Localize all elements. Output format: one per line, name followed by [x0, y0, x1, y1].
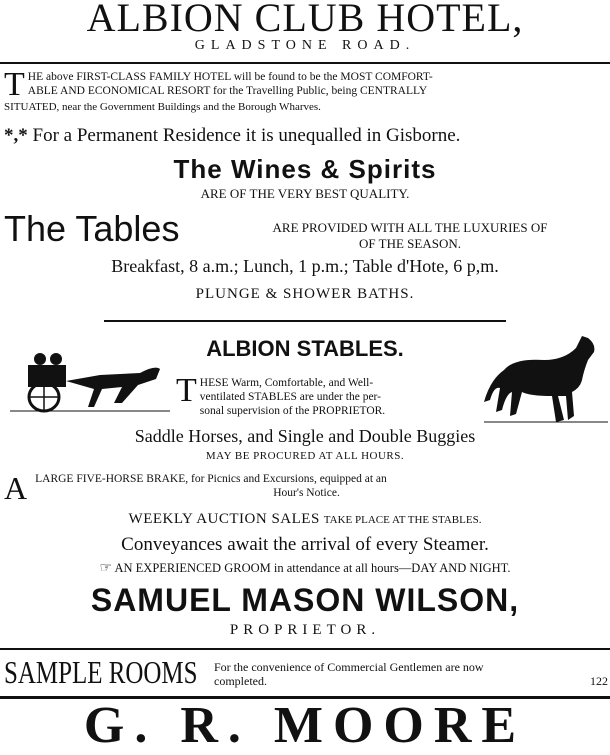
page-number: 122	[590, 674, 608, 688]
horse-illustration	[484, 330, 608, 425]
stables-description	[176, 372, 476, 418]
sample-rooms-text	[214, 660, 608, 688]
wines-heading: The Wines & Spirits	[173, 154, 437, 184]
divider	[104, 320, 506, 322]
divider	[0, 62, 610, 64]
stables-line: ventilated STABLES are under the per-	[199, 391, 381, 403]
wines-sub: ARE OF THE VERY BEST QUALITY.	[200, 186, 410, 201]
permanent-text: For a Permanent Residence it is unequalled in Gisborne.	[32, 125, 461, 146]
sample-line-2	[214, 674, 608, 688]
tables-heading: The Tables	[4, 208, 180, 249]
proprietor-name: SAMUEL MASON WILSON,	[90, 582, 520, 618]
hotel-intro	[4, 66, 608, 114]
sample-line: For the convenience of Commercial Gentlemen are now	[214, 660, 484, 674]
stables-line: HESE Warm, Comfortable, and Well-	[199, 377, 374, 389]
asterisks: *,*	[4, 125, 28, 146]
baths: PLUNGE & SHOWER BATHS.	[195, 286, 415, 302]
intro-line: HE above FIRST-CLASS FAMILY HOTEL will be found to be the MOST COMFORT-	[27, 71, 433, 83]
auction-title: WEEKLY AUCTION SALES	[128, 511, 320, 527]
divider	[0, 648, 610, 650]
tables-text	[212, 220, 608, 252]
proprietor-title: PROPRIETOR.	[229, 622, 381, 638]
brake-line: Hour's Notice.	[273, 487, 340, 499]
footer-title: G. R. MOORE	[83, 697, 527, 754]
carriage-illustration	[10, 345, 170, 415]
tables-line: ARE PROVIDED WITH ALL THE LUXURIES OF	[272, 220, 548, 235]
drop-cap: A	[4, 470, 28, 506]
sample-rooms-label: SAMPLE ROOMS	[4, 654, 198, 690]
brake-line: LARGE FIVE-HORSE BRAKE, for Picnics and Excursions, equipped at an	[35, 473, 387, 485]
hotel-title: ALBION CLUB HOTEL,	[86, 0, 524, 40]
intro-line: ABLE AND ECONOMICAL RESORT for the Travelling Public, being CENTRALLY	[27, 85, 428, 97]
drop-cap: T	[4, 66, 25, 103]
sample-line: completed.	[214, 674, 267, 688]
meal-times: Breakfast, 8 a.m.; Lunch, 1 p.m.; Table d'Hote, 6 p,m.	[111, 256, 499, 276]
groom-line	[0, 560, 610, 577]
brake-notice	[4, 472, 608, 504]
intro-line: SITUATED, near the Government Buildings and the Borough Wharves.	[4, 101, 321, 113]
auction-sub: TAKE PLACE AT THE STABLES.	[323, 514, 482, 526]
permanent-line	[4, 125, 610, 147]
stables-line: sonal supervision of the PROPRIETOR.	[199, 405, 386, 417]
drop-cap: T	[176, 372, 197, 409]
tables-line: OF THE SEASON.	[359, 236, 461, 251]
pointing-hand-icon: ☞	[99, 561, 113, 576]
conveyances: Conveyances await the arrival of every Steamer.	[121, 534, 489, 555]
procured: MAY BE PROCURED AT ALL HOURS.	[205, 450, 405, 462]
hotel-address: GLADSTONE ROAD.	[194, 38, 416, 53]
saddle-horses: Saddle Horses, and Single and Double Buggies	[134, 426, 476, 446]
groom-text: AN EXPERIENCED GROOM in attendance at all hours—DAY AND NIGHT.	[114, 561, 511, 575]
stables-title: ALBION STABLES.	[206, 336, 404, 361]
auction-line	[0, 510, 610, 528]
